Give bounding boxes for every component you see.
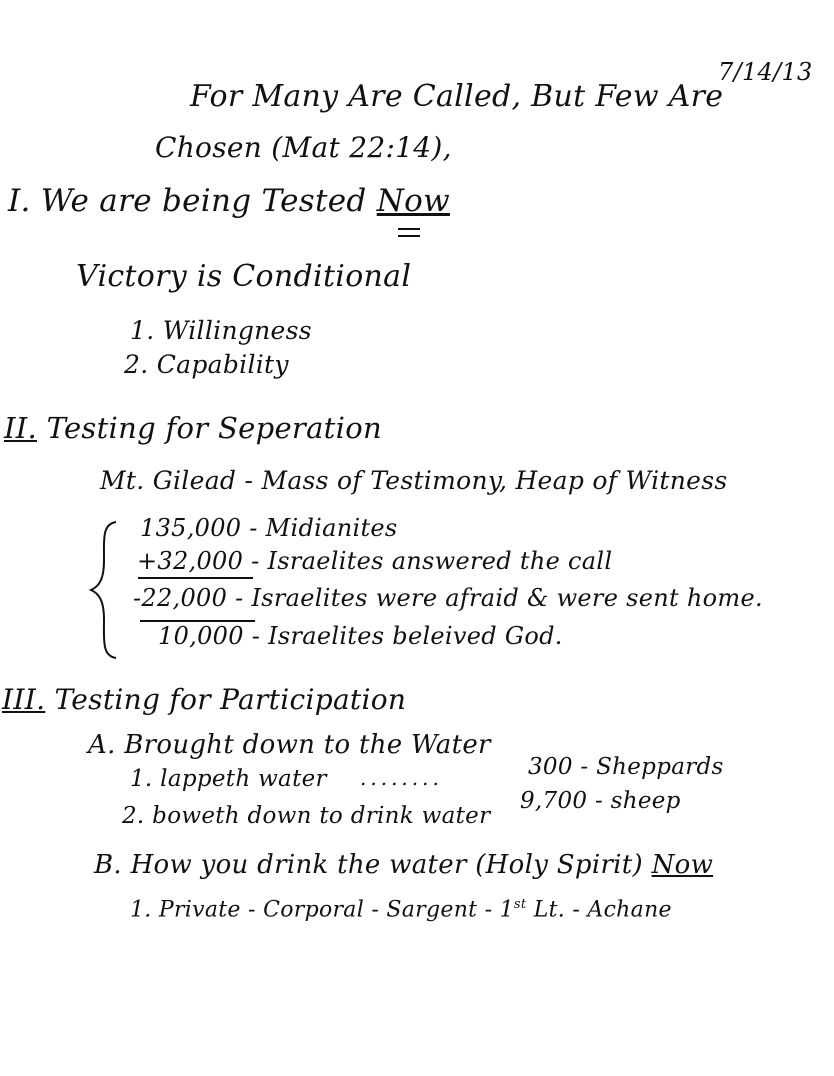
count-row: 135,000 - Midianites — [140, 514, 398, 542]
list-item-number: 2. — [124, 350, 149, 379]
list-item-annotation: 300 - Sheppards — [528, 754, 724, 780]
section-1-heading-text: We are being Tested — [40, 183, 367, 219]
section-2-numeral: II. — [4, 411, 38, 445]
list-item-text: Willingness — [162, 316, 312, 345]
list-item-text: lappeth water — [160, 766, 327, 792]
location-line: Mt. Gilead - Mass of Testimony, Heap of Witness — [100, 466, 728, 495]
section-1-emphasis: Now — [376, 183, 450, 219]
list-item-text-end: Lt. - Achane — [526, 897, 672, 923]
section-1-numeral: I. — [8, 183, 31, 219]
count-value: -22,000 — [133, 584, 228, 612]
list-item — [122, 805, 490, 828]
list-item-text: Private - Corporal - Sargent - 1 — [158, 897, 514, 923]
count-text: Israelites answered the call — [267, 547, 613, 575]
section-1-heading — [8, 183, 450, 219]
count-value: +32,000 — [137, 547, 244, 575]
superscript: st — [513, 897, 527, 912]
part-emphasis: Now — [651, 850, 714, 880]
count-row: -22,000 - Israelites were afraid & were sent home. — [133, 584, 763, 612]
section-3-numeral: III. — [2, 683, 46, 716]
list-item-number: 2. — [122, 803, 145, 829]
list-item-text: Capability — [156, 350, 289, 379]
part-text: Brought down to the Water — [124, 730, 491, 760]
section-3-heading-text: Testing for Participation — [54, 683, 407, 716]
count-row: +32,000 - Israelites answered the call — [137, 547, 613, 575]
double-underline-mark — [398, 228, 420, 237]
count-text: Midianites — [265, 514, 398, 542]
title-line-2: Chosen (Mat 22:14), — [155, 131, 452, 164]
list-item — [124, 352, 289, 377]
list-item — [130, 898, 672, 921]
part-a-heading — [88, 732, 491, 758]
count-value: 10,000 — [158, 622, 244, 650]
part-label: B. — [94, 850, 122, 880]
curly-brace-mark — [88, 520, 118, 660]
section-3-heading — [2, 683, 407, 716]
count-text: Israelites were afraid & were sent home. — [251, 584, 763, 612]
list-item — [130, 318, 312, 343]
title-line-1: For Many Are Called, But Few Are — [190, 79, 724, 114]
count-value: 135,000 — [140, 514, 242, 542]
count-text: Israelites beleived God. — [268, 622, 563, 650]
part-b-heading — [94, 852, 713, 878]
section-1-subheading: Victory is Conditional — [76, 259, 412, 294]
section-2-heading — [4, 411, 382, 445]
part-text: How you drink the water (Holy Spirit) — [130, 850, 643, 880]
list-item-text: boweth down to drink water — [152, 803, 491, 829]
dotted-leader: ........ — [360, 766, 443, 790]
part-label: A. — [88, 730, 116, 760]
subtraction-rule — [138, 577, 253, 579]
count-row: 10,000 - Israelites beleived God. — [158, 622, 563, 650]
list-item-number: 1. — [130, 766, 153, 792]
list-item-number: 1. — [130, 316, 155, 345]
list-item-annotation: 9,700 - sheep — [520, 788, 681, 814]
section-2-heading-text: Testing for Seperation — [46, 411, 382, 445]
list-item-number: 1. — [130, 897, 152, 923]
list-item — [130, 768, 327, 791]
date: 7/14/13 — [718, 58, 813, 86]
